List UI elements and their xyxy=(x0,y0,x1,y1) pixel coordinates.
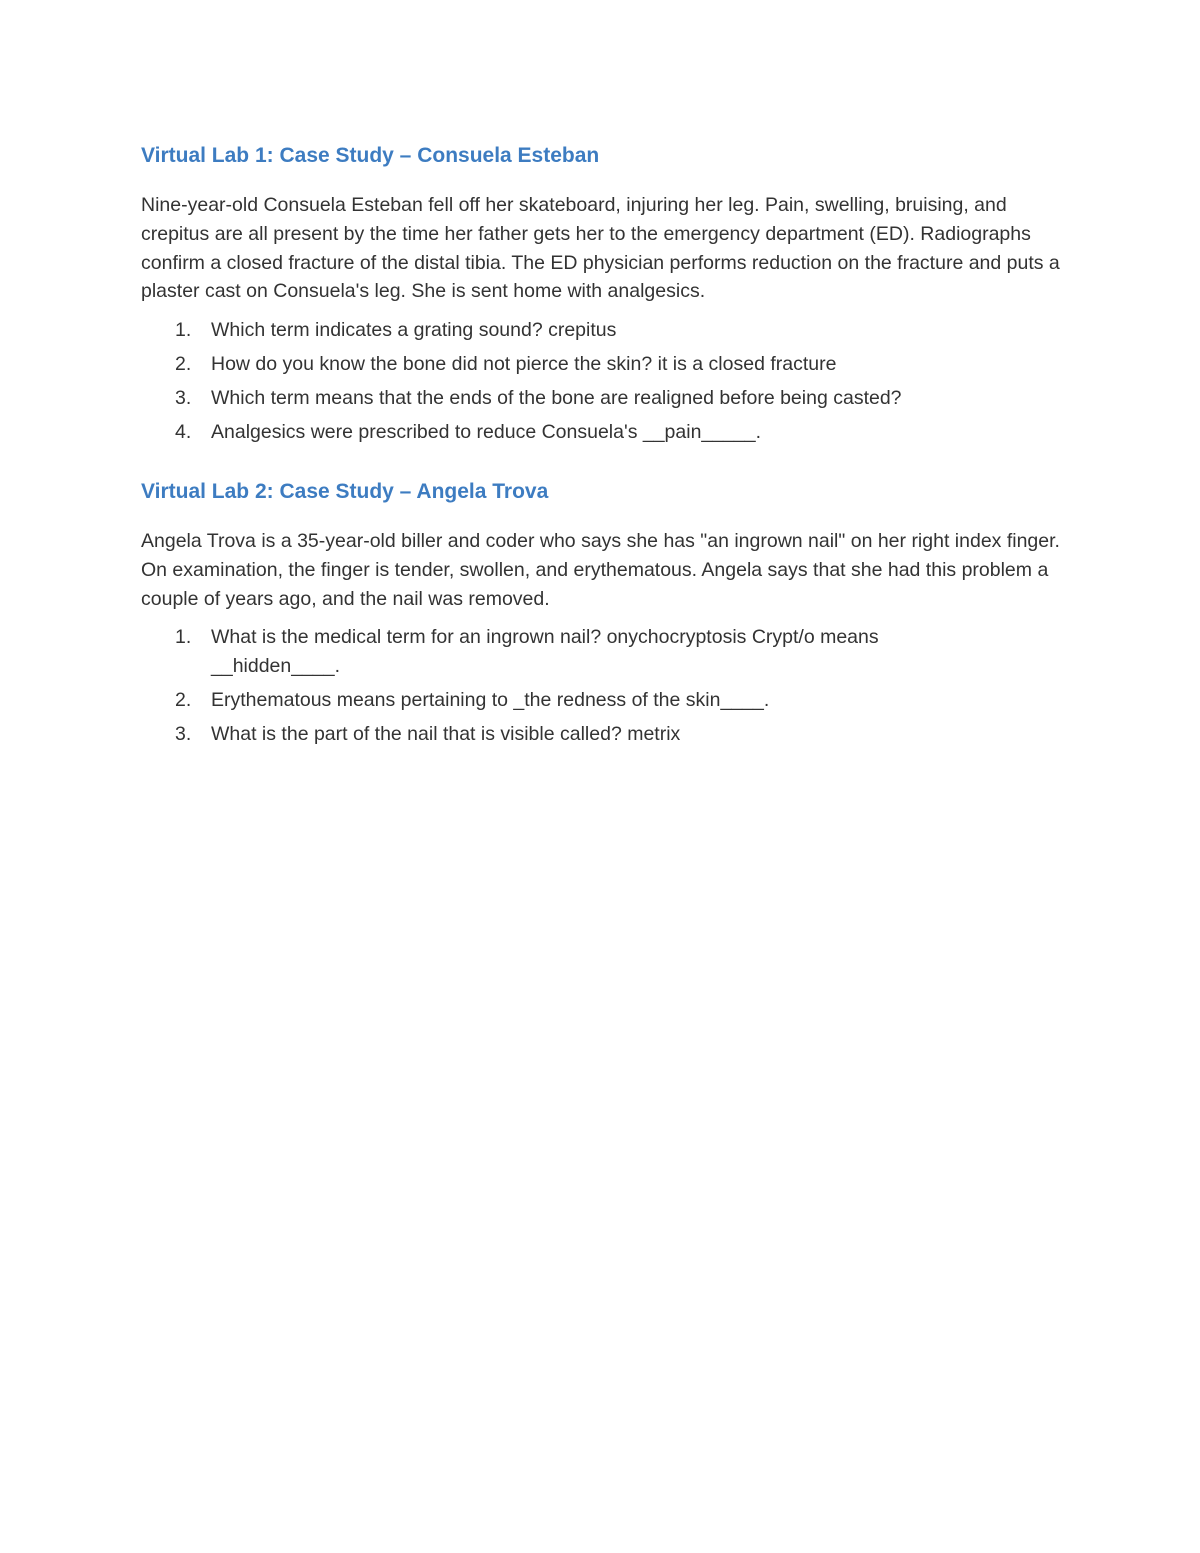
lab1-title: Virtual Lab 1: Case Study – Consuela Esteban xyxy=(141,144,600,167)
question-number: 3. xyxy=(175,387,192,410)
list-item xyxy=(141,418,1071,447)
question-text-continuation: __hidden____. xyxy=(211,654,341,677)
lab2-question-list xyxy=(141,623,1071,748)
lab2-case-description: Angela Trova is a 35-year-old biller and coder who says she has "an ingrown nail" on her right index finger. On examination, the finger is tender, swollen, and erythematous. Angela says that she had this problem a couple of years ago, and the nail was removed. xyxy=(141,530,1060,610)
question-text: Analgesics were prescribed to reduce Consuela's __pain_____. xyxy=(211,421,762,444)
list-item xyxy=(141,623,1071,680)
list-item xyxy=(141,350,1071,379)
question-text: How do you know the bone did not pierce the skin? it is a closed fracture xyxy=(211,353,837,376)
question-number: 3. xyxy=(175,722,192,745)
question-text: Which term indicates a grating sound? crepitus xyxy=(211,319,617,342)
question-number: 1. xyxy=(175,626,192,649)
question-number: 2. xyxy=(175,688,192,711)
question-text: What is the medical term for an ingrown nail? onychocryptosis Crypt/o means xyxy=(211,626,879,649)
lab1-question-list xyxy=(141,316,1071,447)
list-item xyxy=(141,384,1071,413)
lab2-title: Virtual Lab 2: Case Study – Angela Trova xyxy=(141,480,549,503)
list-item xyxy=(141,686,1071,715)
lab1-case-description: Nine-year-old Consuela Esteban fell off her skateboard, injuring her leg. Pain, swelling, bruising, and crepitus are all present by the time her father gets her to the emergency department (ED). Radiographs confirm a closed fracture of the distal tibia. The ED physician performs reduction on the fracture and puts a plaster cast on Consuela's leg. She is sent home with analgesics. xyxy=(141,194,1060,303)
question-text: Which term means that the ends of the bone are realigned before being casted? xyxy=(211,387,902,410)
list-item xyxy=(141,720,1071,749)
question-text: Erythematous means pertaining to _the redness of the skin____. xyxy=(211,688,770,711)
list-item xyxy=(141,316,1071,345)
question-number: 2. xyxy=(175,353,192,376)
question-number: 4. xyxy=(175,421,192,444)
question-text: What is the part of the nail that is visible called? metrix xyxy=(211,722,681,745)
lab1-section xyxy=(141,140,1071,452)
lab2-section xyxy=(141,476,1071,754)
question-number: 1. xyxy=(175,319,192,342)
